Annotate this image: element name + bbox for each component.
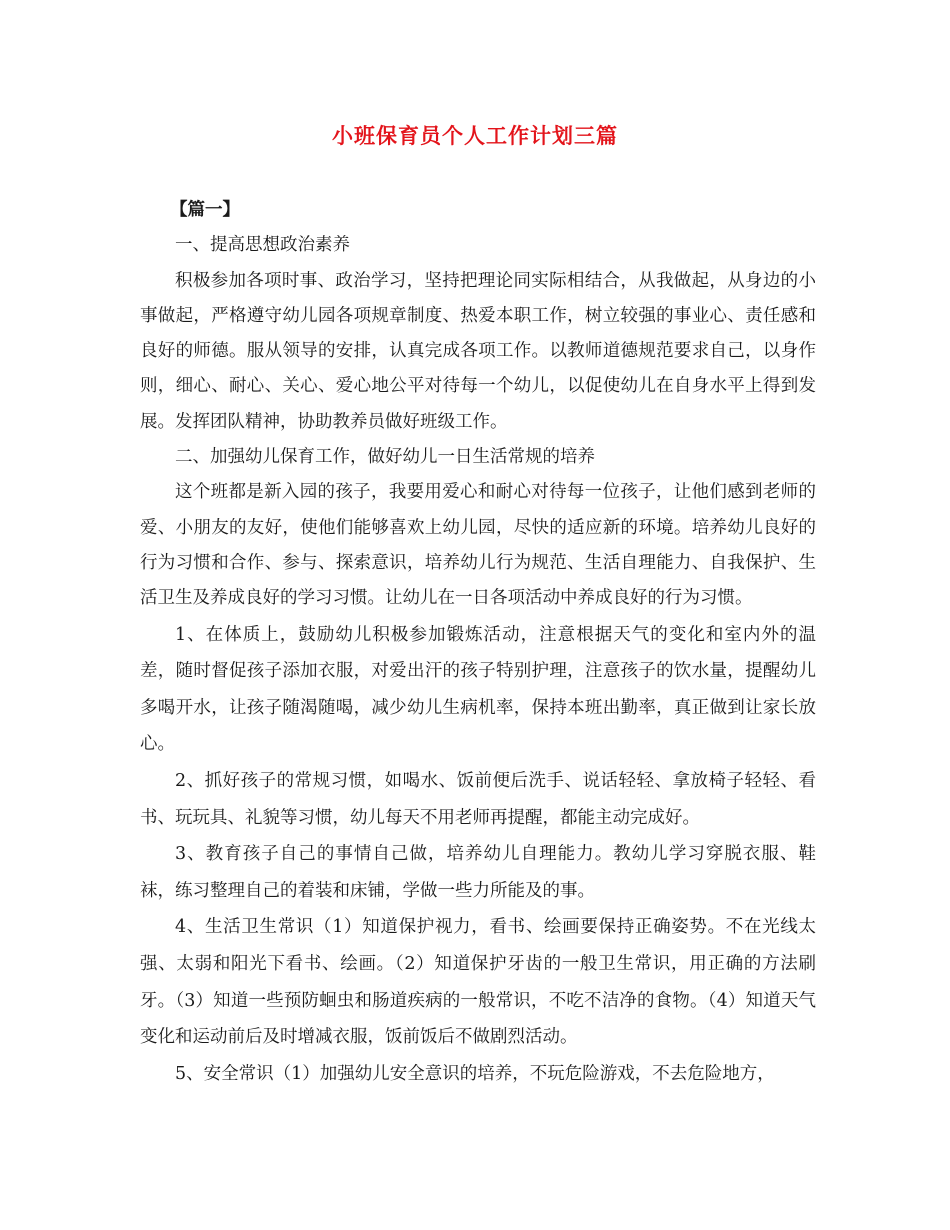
list-item-2: 2、抓好孩子的常规习惯，如喝水、饭前便后洗手、说话轻轻、拿放椅子轻轻、看书、玩玩具、礼貌等习惯，幼儿每天不用老师再提醒，都能主动完成好。 <box>140 770 816 828</box>
heading-2: 二、加强幼儿保育工作，做好幼儿一日生活常规的培养 <box>175 447 595 468</box>
document-body <box>140 193 816 1092</box>
section-label: 【篇一】 <box>170 200 240 220</box>
list-item-3: 3、教育孩子自己的事情自己做，培养幼儿自理能力。教幼儿学习穿脱衣服、鞋袜，练习整理自己的着装和床铺，学做一些力所能及的事。 <box>140 844 816 901</box>
list-item-5: 5、安全常识（1）加强幼儿安全意识的培养，不玩危险游戏，不去危险地方， <box>175 1063 775 1084</box>
list-item-4: 4、生活卫生常识（1）知道保护视力，看书、绘画要保持正确姿势。不在光线太强、太弱和阳光下看书、绘画。（2）知道保护牙齿的一般卫生常识，用正确的方法刷牙。（3）知道一些预防蛔虫和肠道疾病的一般常识，不吃不洁净的食物。（4）知道天气变化和运动前后及时增减衣服，饭前饭后不做剧烈活动。 <box>140 917 816 1048</box>
document-title: 小班保育员个人工作计划三篇 <box>332 123 618 148</box>
paragraph-2: 这个班都是新入园的孩子，我要用爱心和耐心对待每一位孩子，让他们感到老师的爱、小朋友的友好，使他们能够喜欢上幼儿园，尽快的适应新的环境。培养幼儿良好的行为习惯和合作、参与、探索意识，培养幼儿行为规范、生活自理能力、自我保护、生活卫生及养成良好的学习习惯。让幼儿在一日各项活动中养成良好的行为习惯。 <box>140 482 816 609</box>
paragraph-1: 积极参加各项时事、政治学习，坚持把理论同实际相结合，从我做起，从身边的小事做起，严格遵守幼儿园各项规章制度、热爱本职工作，树立较强的事业心、责任感和良好的师德。服从领导的安排，认真完成各项工作。以教师道德规范要求自己，以身作则，细心、耐心、关心、爱心地公平对待每一个幼儿，以促使幼儿在自身水平上得到发展。发挥团队精神，协助教养员做好班级工作。 <box>140 270 816 432</box>
heading-1: 一、提高思想政治素养 <box>175 235 350 256</box>
list-item-1: 1、在体质上，鼓励幼儿积极参加锻炼活动，注意根据天气的变化和室内外的温差，随时督促孩子添加衣服，对爱出汗的孩子特别护理，注意孩子的饮水量，提醒幼儿多喝开水，让孩子随渴随喝，减少幼儿生病机率，保持本班出勤率，真正做到让家长放心。 <box>140 624 816 755</box>
